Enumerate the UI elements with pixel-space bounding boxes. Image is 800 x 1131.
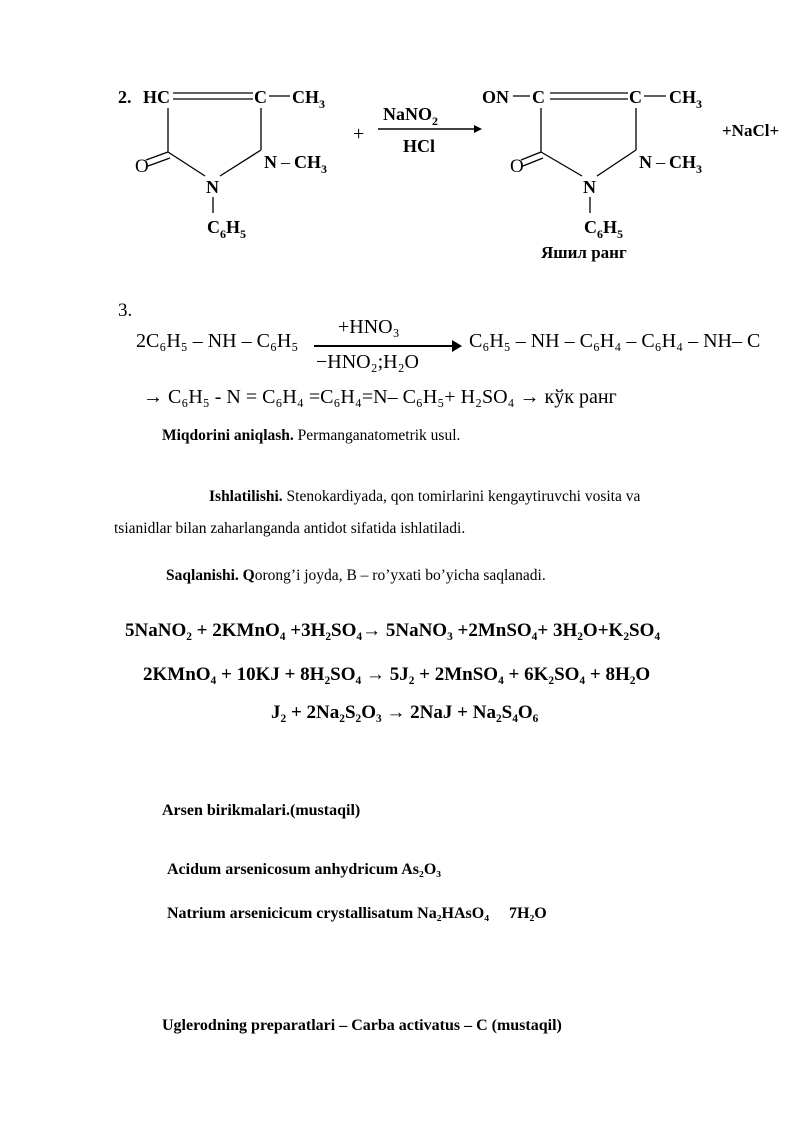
- reactant-c: C: [254, 87, 267, 107]
- arsen-item-1: Acidum arsenicosum anhydricum As₂O₃: [167, 861, 442, 878]
- product-n: N: [583, 177, 596, 197]
- carbon-heading: Uglerodning preparatlari – Carba activatus – C (mustaqil): [162, 1017, 562, 1034]
- usage-text-line1: Stenokardiyada, qon tomirlarini kengaytiruvchi vosita va: [282, 488, 641, 505]
- reagent-nano2: NaNO$_2$: [383, 104, 438, 128]
- storage-text: orong’i joyda, B – ro’yxati bo’yicha saqlanadi.: [254, 567, 546, 584]
- quant-paragraph: [162, 425, 460, 447]
- usage-paragraph: [209, 486, 640, 508]
- reactant-o: O: [135, 156, 149, 177]
- reaction-3-line2: → C₆H₅ - N = C₆H₄ =C₆H₄=N– C₆H₅+ H₂SO₄ → кўк ранг: [143, 386, 617, 408]
- reactant-n: N: [206, 177, 219, 197]
- reactant-ch3: $CH_3$: [292, 87, 325, 111]
- arsen-heading: Arsen birikmalari.(mustaqil): [162, 802, 361, 819]
- usage-paragraph-cont: tsianidlar bilan zaharlanganda antidot sifatida ishlatiladi.: [114, 520, 466, 537]
- reaction-3-arrow: [314, 345, 454, 347]
- reaction-3-reagent-top: +HNO₃: [338, 316, 400, 338]
- section-number-3: 3.: [118, 300, 133, 321]
- usage-label: Ishlatilishi.: [209, 488, 283, 505]
- storage-label: Saqlanishi. Q: [166, 567, 255, 584]
- quant-text: Permanganatometrik usul.: [293, 427, 461, 444]
- product-c6h5: $C_6H_5$: [584, 217, 624, 241]
- product-o: O: [510, 156, 524, 177]
- reaction-3-reagent-bottom: −HNO₂;H₂O: [316, 351, 419, 373]
- section-number-2: 2.: [118, 87, 132, 107]
- byproduct-nacl: +NaCl+: [722, 121, 780, 140]
- color-label-green: Яшил ранг: [541, 243, 627, 262]
- arsen-item-2: Natrium arsenicicum crystallisatum Na₂HAsO₄ 7H₂O: [167, 905, 547, 922]
- equation-2: 2KMnO₄ + 10KJ + 8H₂SO₄ → 5J₂ + 2MnSO₄ + 6K₂SO₄ + 8H₂O: [143, 664, 651, 685]
- product-c2: C: [629, 87, 642, 107]
- reaction-2-diagram: [0, 70, 800, 270]
- storage-paragraph: [166, 565, 546, 587]
- quant-label: Miqdorini aniqlash.: [162, 427, 294, 444]
- plus-sign: +: [353, 123, 365, 145]
- equation-1: 5NaNO₂ + 2KMnO₄ +3H₂SO₄→ 5NaNO₃ +2MnSO₄+ 3H₂O+K₂SO₄: [125, 620, 661, 641]
- reactant-c6h5: $C_6H_5$: [207, 217, 247, 241]
- reactant-hc: HC: [143, 87, 170, 107]
- reaction-3-arrowhead: [452, 340, 462, 352]
- reactant-n-me: N – $CH_3$: [264, 152, 327, 176]
- reagent-hcl: HCl: [403, 136, 436, 156]
- product-ch3: $CH_3$: [669, 87, 702, 111]
- product-n-me: N – $CH_3$: [639, 152, 702, 176]
- reaction-3-line1-left: 2C₆H₅ – NH – C₆H₅: [136, 330, 299, 352]
- equation-3: J₂ + 2Na₂S₂O₃ → 2NaJ + Na₂S₄O₆: [271, 702, 539, 723]
- reaction-3-line1-right: C₆H₅ – NH – C₆H₄ – C₆H₄ – NH– C: [469, 330, 761, 352]
- product-on: ON: [482, 87, 509, 107]
- product-c1: C: [532, 87, 545, 107]
